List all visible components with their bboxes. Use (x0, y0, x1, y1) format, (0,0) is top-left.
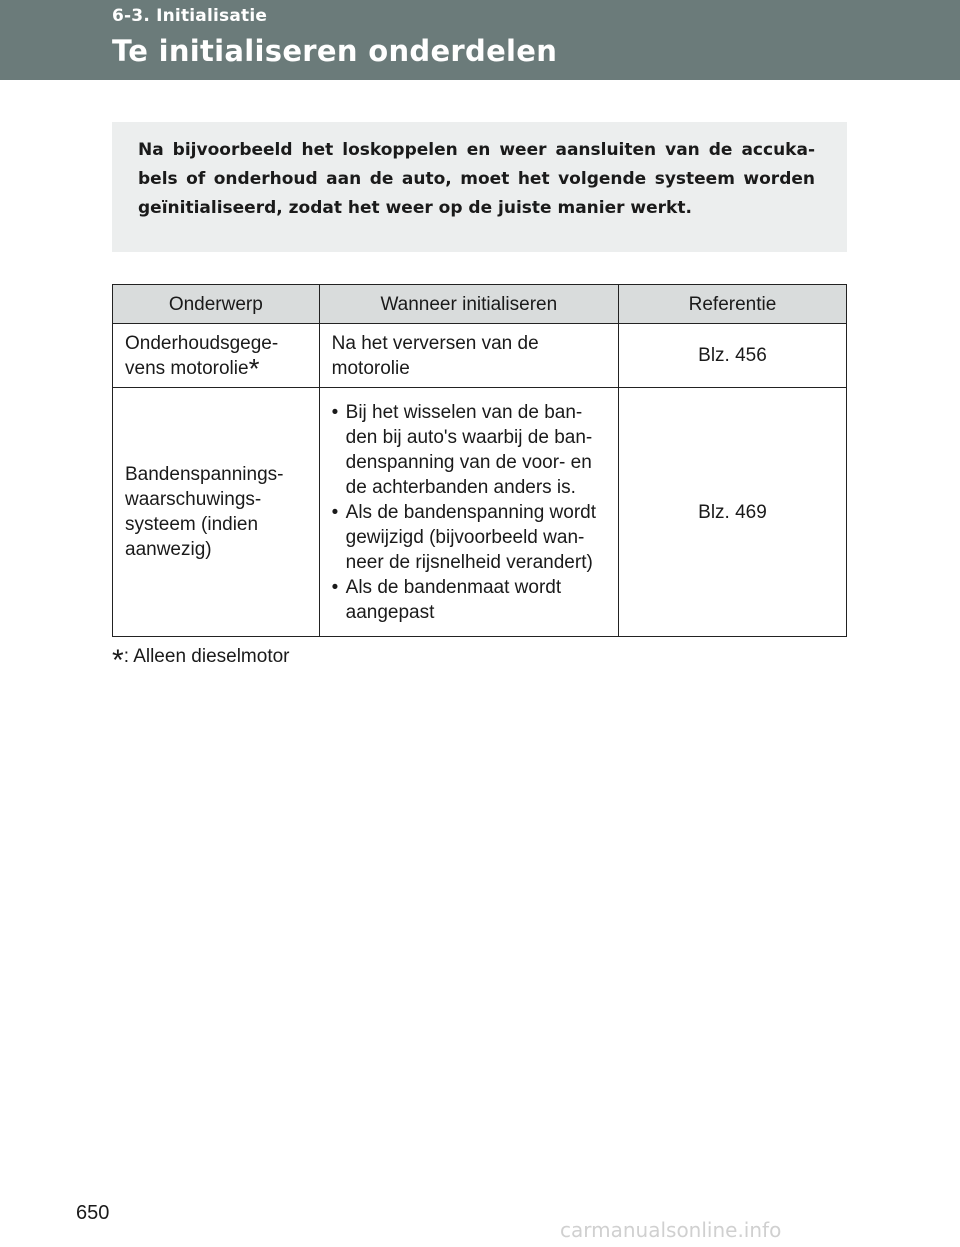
header-subject: Onderwerp (113, 285, 320, 324)
section-label: 6-3. Initialisatie (112, 6, 268, 26)
table-row (113, 388, 847, 637)
subject-text: Onderhoudsgege- vens motorolie (125, 332, 279, 379)
cell-subject (113, 324, 320, 388)
cell-when: Na het verversen van de motorolie (319, 324, 618, 388)
header-when: Wanneer initialiseren (319, 285, 618, 324)
cell-subject: Bandenspannings- waarschuwings- systeem (indien aanwezig) (113, 388, 320, 637)
table-row (113, 324, 847, 388)
initialization-table (112, 284, 847, 637)
cell-reference: Blz. 469 (618, 388, 846, 637)
list-item-text: Als de bandenspanning wordt gewijzigd (bijvoorbeeld wan- neer de rijsnelheid verandert) (345, 501, 597, 573)
cell-reference: Blz. 456 (618, 324, 846, 388)
footnote-star: * (112, 644, 124, 677)
bullet-list (332, 400, 606, 625)
intro-box (112, 122, 847, 252)
cell-when (319, 388, 618, 637)
table-header-row (113, 285, 847, 324)
page-title: Te initialiseren onderdelen (112, 34, 558, 68)
footnote-text: : Alleen dieselmotor (123, 646, 290, 667)
list-item-text: Als de bandenmaat wordt aangepast (345, 576, 562, 623)
bullet-icon: • (331, 501, 339, 523)
bullet-icon: • (331, 401, 339, 423)
watermark: carmanualsonline.info (560, 1218, 782, 1242)
page-number: 650 (76, 1202, 110, 1224)
footnote-mark: * (248, 352, 260, 384)
bullet-icon: • (331, 576, 339, 598)
list-item-text: Bij het wisselen van de ban- den bij auto's waarbij de ban- denspanning van de voor- en de achterbanden anders is. (345, 401, 593, 498)
list-item (332, 500, 606, 575)
list-item (332, 575, 606, 625)
intro-text: Na bijvoorbeeld het loskoppelen en weer aansluiten van de accuka- bels of onderhoud aan de auto, moet het volgende systeem worden geïnitialiseerd, zodat het weer op de juiste manier werkt. (138, 140, 815, 218)
header-reference: Referentie (618, 285, 846, 324)
list-item (332, 400, 606, 500)
footnote (112, 644, 290, 677)
